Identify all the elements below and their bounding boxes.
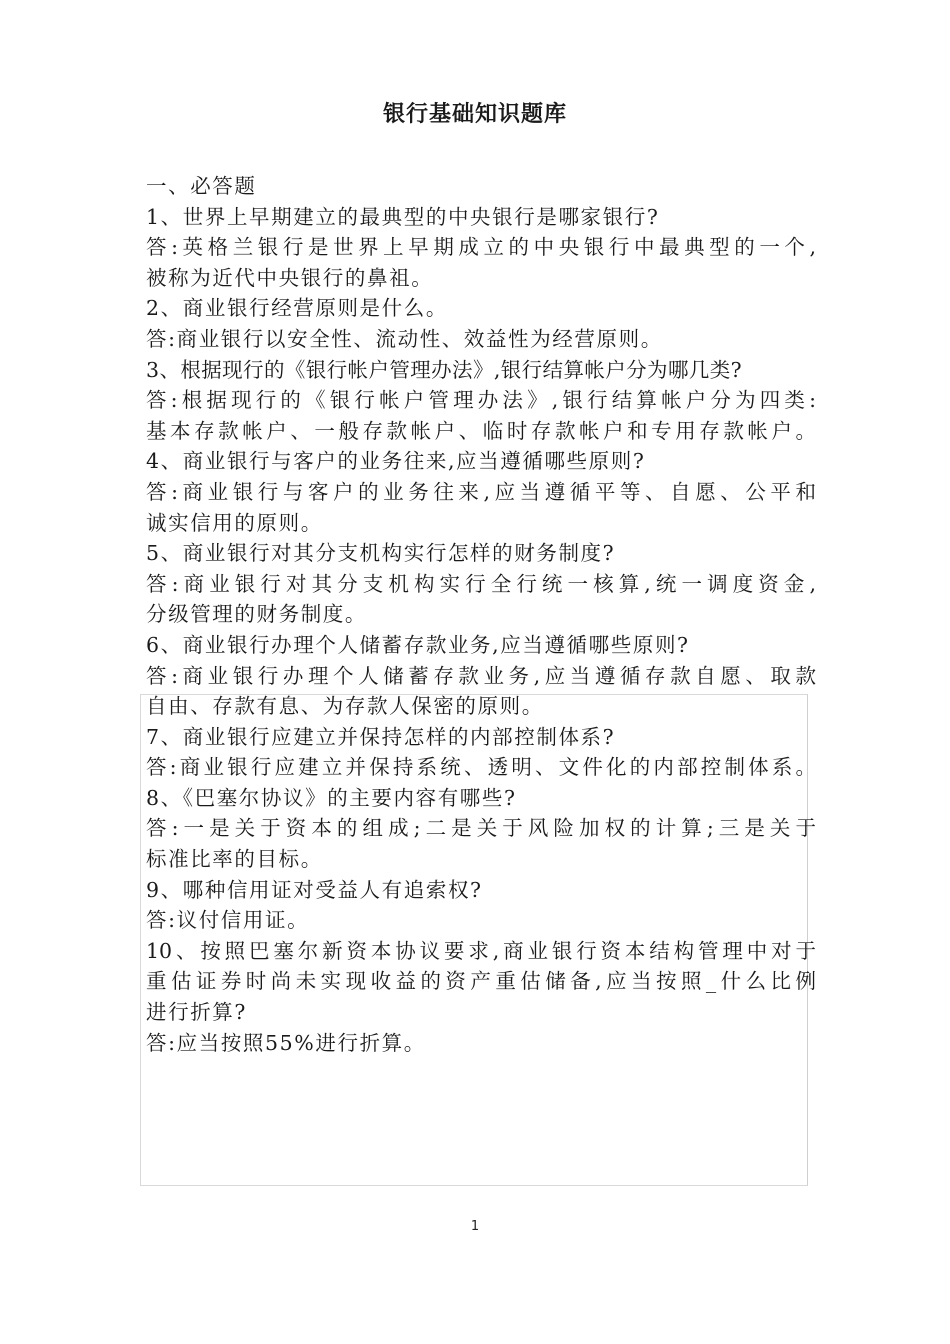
answer-line: 答:根据现行的《银行帐户管理办法》,银行结算帐户分为四类: bbox=[146, 388, 816, 413]
question-line: 1、世界上早期建立的最典型的中央银行是哪家银行? bbox=[146, 204, 660, 229]
question-line: 6、商业银行办理个人储蓄存款业务,应当遵循哪些原则? bbox=[146, 632, 690, 657]
question-line: 9、哪种信用证对受益人有追索权? bbox=[146, 877, 483, 902]
answer-line: 答:商业银行与客户的业务往来,应当遵循平等、自愿、公平和 bbox=[146, 479, 816, 504]
answer-line: 答:商业银行办理个人储蓄存款业务,应当遵循存款自愿、取款 bbox=[146, 663, 816, 688]
answer-line: 分级管理的财务制度。 bbox=[146, 602, 367, 627]
answer-line: 答:应当按照55%进行折算。 bbox=[146, 1030, 426, 1055]
question-line: 4、商业银行与客户的业务往来,应当遵循哪些原则? bbox=[146, 449, 646, 474]
answer-line: 答:英格兰银行是世界上早期成立的中央银行中最典型的一个, bbox=[146, 235, 816, 260]
answer-line: 被称为近代中央银行的鼻祖。 bbox=[146, 265, 434, 290]
answer-line: 答:商业银行对其分支机构实行全行统一核算,统一调度资金, bbox=[146, 571, 816, 596]
answer-line: 诚实信用的原则。 bbox=[146, 510, 323, 535]
section-heading: 一、必答题 bbox=[146, 174, 257, 198]
answer-line: 答:一是关于资本的组成;二是关于风险加权的计算;三是关于 bbox=[146, 816, 816, 841]
answer-line: 答:议付信用证。 bbox=[146, 908, 310, 933]
question-line: 2、商业银行经营原则是什么。 bbox=[146, 296, 448, 321]
document-title: 银行基础知识题库 bbox=[382, 102, 567, 127]
question-line: 重估证券时尚未实现收益的资产重估储备,应当按照_什么比例 bbox=[146, 969, 816, 994]
answer-line: 自由、存款有息、为存款人保密的原则。 bbox=[146, 694, 544, 719]
page-number: 1 bbox=[470, 1219, 480, 1234]
question-line: 7、商业银行应建立并保持怎样的内部控制体系? bbox=[146, 724, 616, 749]
answer-line: 标准比率的目标。 bbox=[146, 847, 323, 872]
document-body bbox=[146, 171, 816, 1058]
answer-line: 答:商业银行以安全性、流动性、效益性为经营原则。 bbox=[146, 326, 663, 351]
answer-line: 基本存款帐户、一般存款帐户、临时存款帐户和专用存款帐户。 bbox=[146, 418, 816, 443]
question-line: 进行折算? bbox=[146, 1000, 247, 1025]
question-line: 3、根据现行的《银行帐户管理办法》,银行结算帐户分为哪几类? bbox=[146, 357, 743, 382]
question-line: 5、商业银行对其分支机构实行怎样的财务制度? bbox=[146, 541, 616, 566]
question-line: 10、按照巴塞尔新资本协议要求,商业银行资本结构管理中对于 bbox=[146, 938, 816, 963]
answer-line: 答:商业银行应建立并保持系统、透明、文件化的内部控制体系。 bbox=[146, 755, 816, 780]
question-line: 8、《巴塞尔协议》的主要内容有哪些? bbox=[146, 785, 517, 810]
